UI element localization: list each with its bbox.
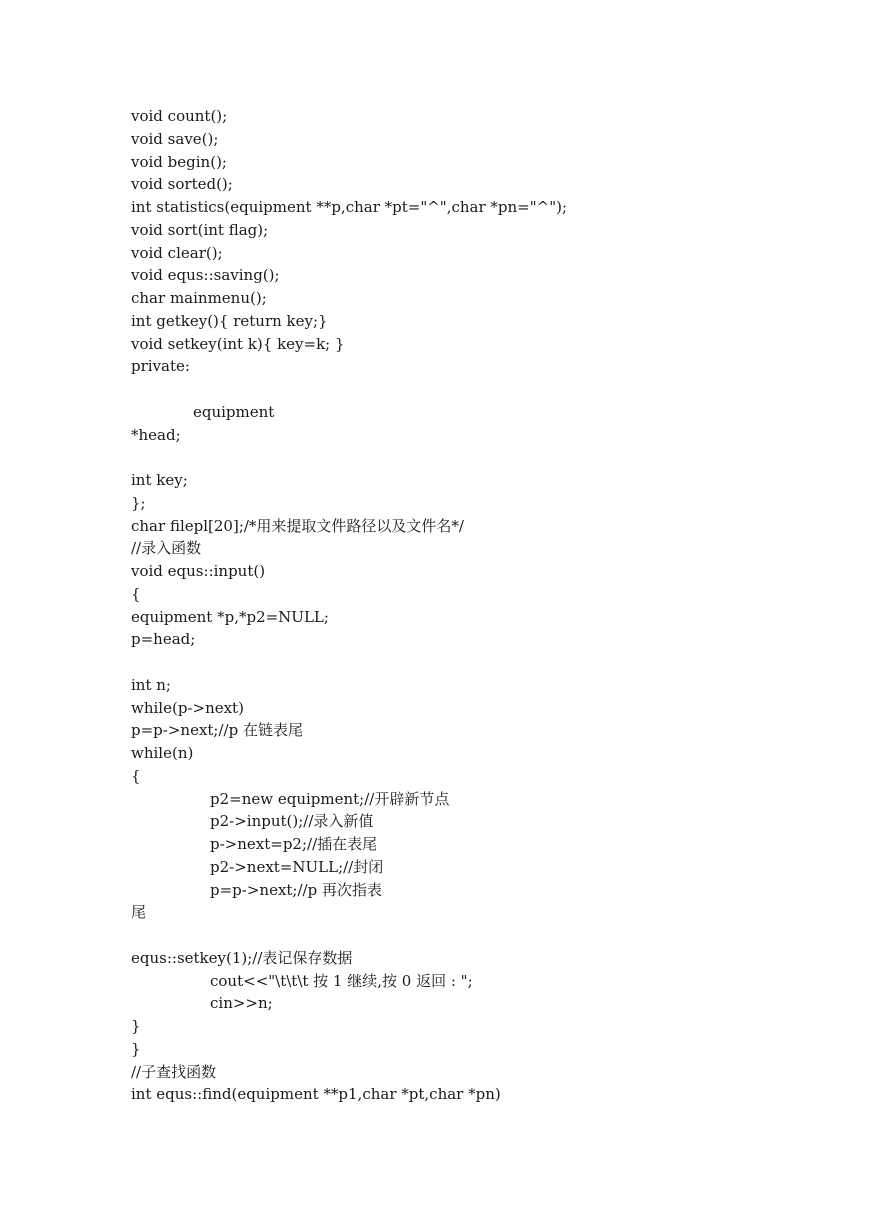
code-line: int statistics(equipment **p,char *pt="^",char *pn="^"); xyxy=(131,198,568,216)
blank-line xyxy=(131,924,831,947)
code-comment: //子查找函数 xyxy=(131,1062,217,1081)
code-line: }; xyxy=(131,493,146,512)
code-line: char filepl[20];/*用来提取文件路径以及文件名*/ xyxy=(131,516,464,535)
code-line: void sort(int flag); xyxy=(131,220,269,239)
blank-line xyxy=(131,378,831,401)
code-line: void equs::input() xyxy=(131,562,266,580)
code-line: p->next=p2;//插在表尾 xyxy=(210,835,378,853)
code-line: } xyxy=(131,1017,141,1035)
code-line: void clear(); xyxy=(131,243,223,262)
code-line: void save(); xyxy=(131,129,219,148)
code-line: private: xyxy=(131,357,190,376)
code-line: 尾 xyxy=(131,903,147,922)
code-line: *head; xyxy=(131,425,181,444)
code-line: { xyxy=(131,766,141,785)
code-line: void setkey(int k){ key=k; } xyxy=(131,334,345,353)
code-line: p=p->next;//p 再次指表 xyxy=(210,880,382,899)
code-line: while(p->next) xyxy=(131,698,244,717)
code-line: while(n) xyxy=(131,744,194,762)
code-line: int equs::find(equipment **p1,char *pt,char *pn) xyxy=(131,1085,501,1104)
blank-line xyxy=(131,651,831,674)
code-line: void begin(); xyxy=(131,152,227,171)
code-line: } xyxy=(131,1039,141,1058)
code-line: equipment *p,*p2=NULL; xyxy=(131,607,329,626)
code-line: equs::setkey(1);//表记保存数据 xyxy=(131,948,353,967)
code-line: cout<<"\t\t\t 按 1 继续,按 0 返回 : "; xyxy=(210,971,473,990)
code-line: void equs::saving(); xyxy=(131,266,280,285)
code-line: p=p->next;//p 在链表尾 xyxy=(131,721,303,740)
code-line: p2=new equipment;//开辟新节点 xyxy=(210,789,450,808)
code-line: equipment xyxy=(193,402,275,421)
code-line: cin>>n; xyxy=(210,994,273,1013)
code-line: void sorted(); xyxy=(131,175,233,194)
code-comment: //录入函数 xyxy=(131,539,202,558)
blank-line xyxy=(131,446,831,469)
code-line: void count(); xyxy=(131,107,228,125)
code-listing xyxy=(131,105,831,1106)
code-line: p=head; xyxy=(131,630,196,649)
code-line: p2->input();//录入新值 xyxy=(210,812,374,831)
code-line: { xyxy=(131,584,141,603)
code-line: int getkey(){ return key;} xyxy=(131,311,328,330)
code-line: int n; xyxy=(131,675,171,694)
code-line: char mainmenu(); xyxy=(131,289,267,307)
code-line: p2->next=NULL;//封闭 xyxy=(210,857,384,876)
code-line: int key; xyxy=(131,471,188,489)
